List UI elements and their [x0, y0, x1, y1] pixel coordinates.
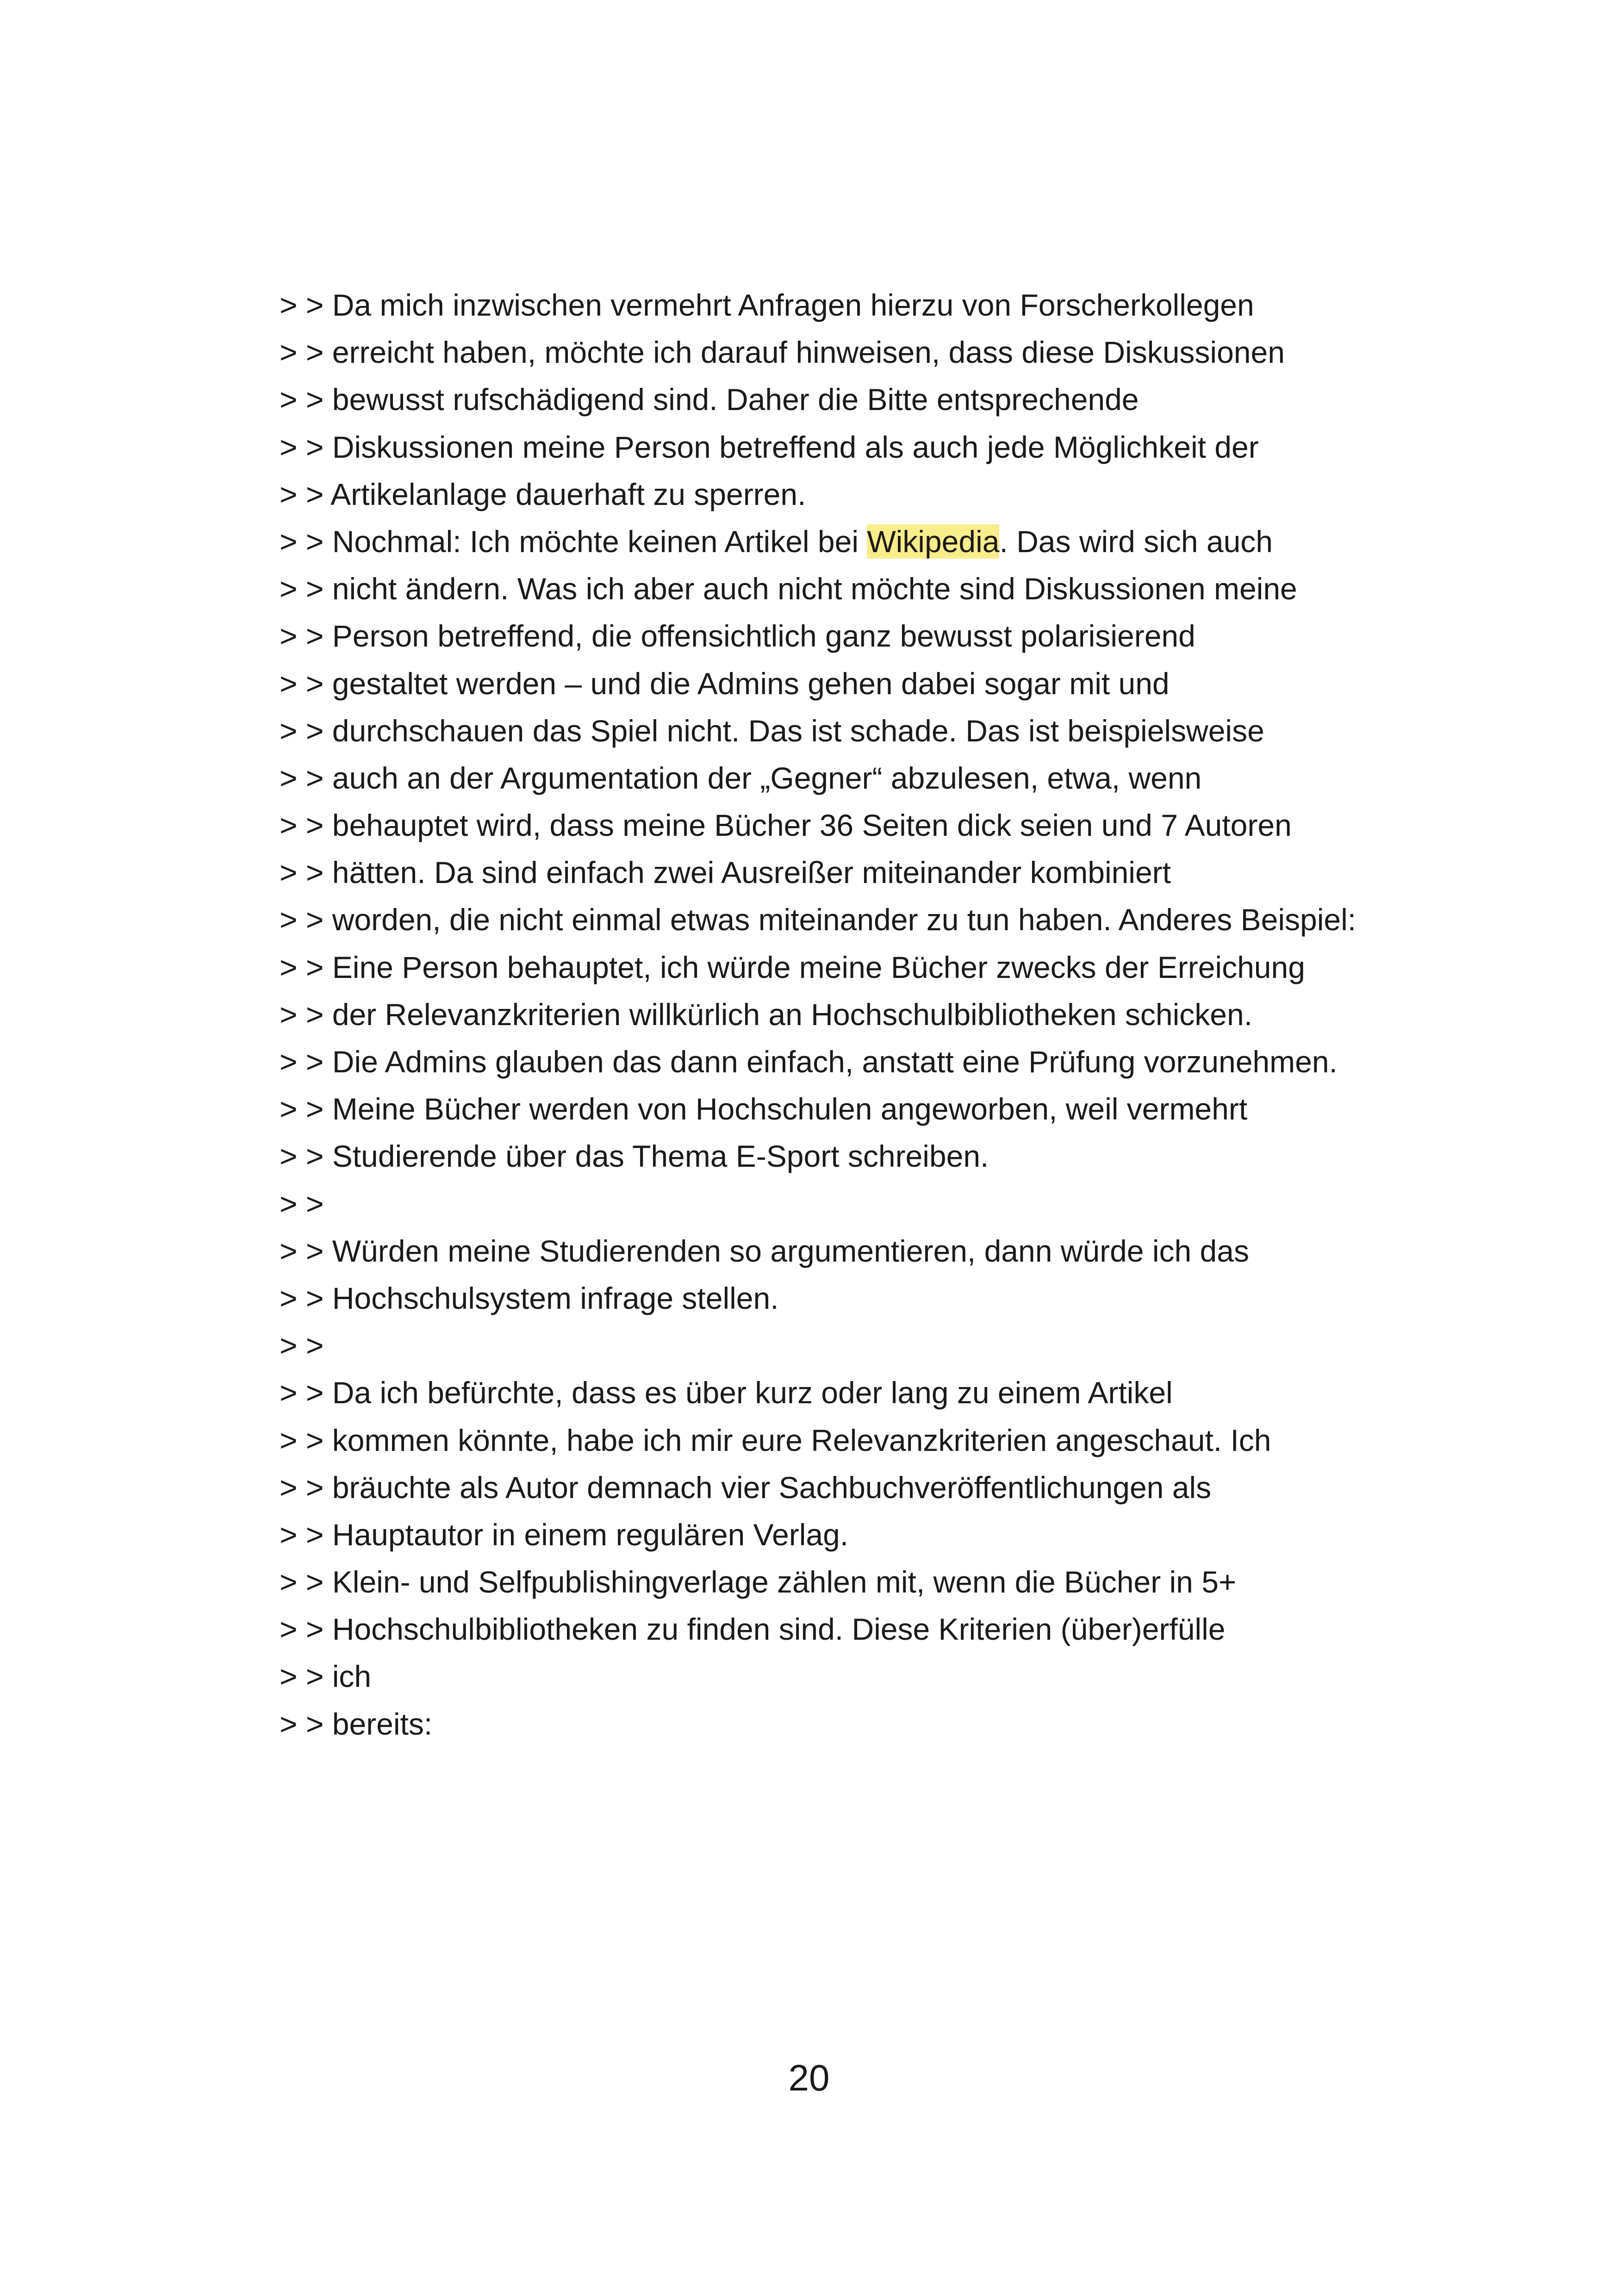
- text-line: [280, 518, 1529, 565]
- line-text: bräuchte als Autor demnach vier Sachbuchveröffentlichungen als: [332, 1470, 1212, 1505]
- quote-marker: > >: [280, 902, 332, 937]
- quote-marker: > >: [280, 1565, 332, 1599]
- line-text: hätten. Da sind einfach zwei Ausreißer miteinander kombiniert: [332, 855, 1171, 890]
- text-line: [280, 423, 1529, 471]
- text-line: [280, 1322, 1529, 1369]
- line-text: durchschauen das Spiel nicht. Das ist schade. Das ist beispielsweise: [332, 713, 1264, 748]
- line-text: Würden meine Studierenden so argumentieren, dann würde ich das: [332, 1233, 1249, 1268]
- quoted-email-text: [280, 281, 1529, 1748]
- quote-marker: > >: [280, 524, 332, 559]
- text-line: [280, 1653, 1529, 1700]
- quote-marker: > >: [280, 1233, 332, 1268]
- line-text: bereits:: [332, 1706, 433, 1741]
- text-line: [280, 1417, 1529, 1464]
- quote-marker: > >: [280, 713, 332, 748]
- quote-marker: > >: [280, 1612, 332, 1647]
- text-line: [280, 1275, 1529, 1322]
- quote-marker: > >: [280, 1706, 332, 1741]
- text-line: [280, 802, 1529, 849]
- quote-marker: > >: [280, 666, 332, 701]
- text-line: [280, 1605, 1529, 1653]
- text-line: [280, 707, 1529, 754]
- quote-marker: > >: [280, 288, 332, 322]
- line-text: der Relevanzkriterien willkürlich an Hochschulbibliotheken schicken.: [332, 997, 1253, 1032]
- line-text: behauptet wird, dass meine Bücher 36 Seiten dick seien und 7 Autoren: [332, 808, 1292, 843]
- line-text: Die Admins glauben das dann einfach, anstatt eine Prüfung vorzunehmen.: [332, 1045, 1338, 1079]
- quote-marker: > >: [280, 808, 332, 843]
- quote-marker: > >: [280, 335, 332, 370]
- line-text: bewusst rufschädigend sind. Daher die Bitte entsprechende: [332, 382, 1139, 417]
- quote-marker: > >: [280, 1375, 332, 1410]
- text-line: [280, 1038, 1529, 1085]
- quote-marker: > >: [280, 1517, 332, 1552]
- text-line: [280, 565, 1529, 612]
- quote-marker: > >: [280, 1139, 332, 1174]
- quote-marker: > >: [280, 855, 332, 890]
- line-text: Nochmal: Ich möchte keinen Artikel bei: [332, 524, 867, 559]
- text-line: [280, 1132, 1529, 1180]
- quote-marker: > >: [280, 619, 332, 653]
- line-text-after: . Das wird sich auch: [999, 524, 1273, 559]
- line-text: auch an der Argumentation der „Gegner“ abzulesen, etwa, wenn: [332, 760, 1202, 795]
- line-text: Hauptautor in einem regulären Verlag.: [332, 1517, 849, 1552]
- line-text: Da ich befürchte, dass es über kurz oder lang zu einem Artikel: [332, 1375, 1173, 1410]
- quote-marker: > >: [280, 950, 332, 984]
- text-line: [280, 754, 1529, 802]
- quote-marker: > >: [280, 1281, 332, 1315]
- text-line: [280, 471, 1529, 518]
- text-line: [280, 1085, 1529, 1132]
- quote-marker: > >: [280, 382, 332, 417]
- quote-marker: > >: [280, 1470, 332, 1505]
- text-line: [280, 1180, 1529, 1227]
- line-text: Diskussionen meine Person betreffend als auch jede Möglichkeit der: [332, 429, 1259, 464]
- text-line: [280, 376, 1529, 423]
- line-text: worden, die nicht einmal etwas miteinander zu tun haben. Anderes Beispiel:: [332, 902, 1357, 937]
- quote-marker: > >: [280, 477, 331, 511]
- highlighted-word: Wikipedia: [867, 524, 1000, 559]
- line-text: Person betreffend, die offensichtlich ganz bewusst polarisierend: [332, 619, 1195, 653]
- text-line: [280, 612, 1529, 660]
- line-text: Klein- und Selfpublishingverlage zählen mit, wenn die Bücher in 5+: [332, 1565, 1237, 1599]
- line-text: kommen könnte, habe ich mir eure Relevanzkriterien angeschaut. Ich: [332, 1423, 1271, 1457]
- text-line: [280, 896, 1529, 943]
- text-line: [280, 1558, 1529, 1605]
- line-text: Eine Person behauptet, ich würde meine Bücher zwecks der Erreichung: [332, 950, 1305, 984]
- line-text: Hochschulbibliotheken zu finden sind. Diese Kriterien (über)erfülle: [332, 1612, 1226, 1647]
- text-line: [280, 660, 1529, 707]
- text-line: [280, 1700, 1529, 1748]
- text-line: [280, 944, 1529, 991]
- quote-marker: > >: [280, 429, 332, 464]
- line-text: erreicht haben, möchte ich darauf hinweisen, dass diese Diskussionen: [332, 335, 1285, 370]
- quote-marker: > >: [280, 1045, 332, 1079]
- text-line: [280, 849, 1529, 896]
- line-text: ich: [332, 1659, 372, 1694]
- quote-marker: > >: [280, 1659, 332, 1694]
- line-text: Hochschulsystem infrage stellen.: [332, 1281, 779, 1315]
- line-text: nicht ändern. Was ich aber auch nicht möchte sind Diskussionen meine: [332, 572, 1297, 606]
- quote-marker: > >: [280, 1328, 324, 1363]
- line-text: Meine Bücher werden von Hochschulen angeworben, weil vermehrt: [332, 1092, 1248, 1126]
- line-text: gestaltet werden – und die Admins gehen dabei sogar mit und: [332, 666, 1170, 701]
- line-text: Artikelanlage dauerhaft zu sperren.: [330, 477, 806, 511]
- quote-marker: > >: [280, 1092, 332, 1126]
- quote-marker: > >: [280, 572, 332, 606]
- quote-marker: > >: [280, 760, 332, 795]
- line-text: Da mich inzwischen vermehrt Anfragen hierzu von Forscherkollegen: [332, 288, 1254, 322]
- quote-marker: > >: [280, 997, 332, 1032]
- text-line: [280, 1511, 1529, 1558]
- text-line: [280, 1227, 1529, 1275]
- page-number: 20: [788, 2057, 830, 2098]
- line-text: Studierende über das Thema E-Sport schreiben.: [332, 1139, 989, 1174]
- quote-marker: > >: [280, 1186, 324, 1221]
- text-line: [280, 1369, 1529, 1416]
- text-line: [280, 329, 1529, 376]
- quote-marker: > >: [280, 1423, 332, 1457]
- text-line: [280, 1464, 1529, 1511]
- text-line: [280, 281, 1529, 329]
- text-line: [280, 991, 1529, 1038]
